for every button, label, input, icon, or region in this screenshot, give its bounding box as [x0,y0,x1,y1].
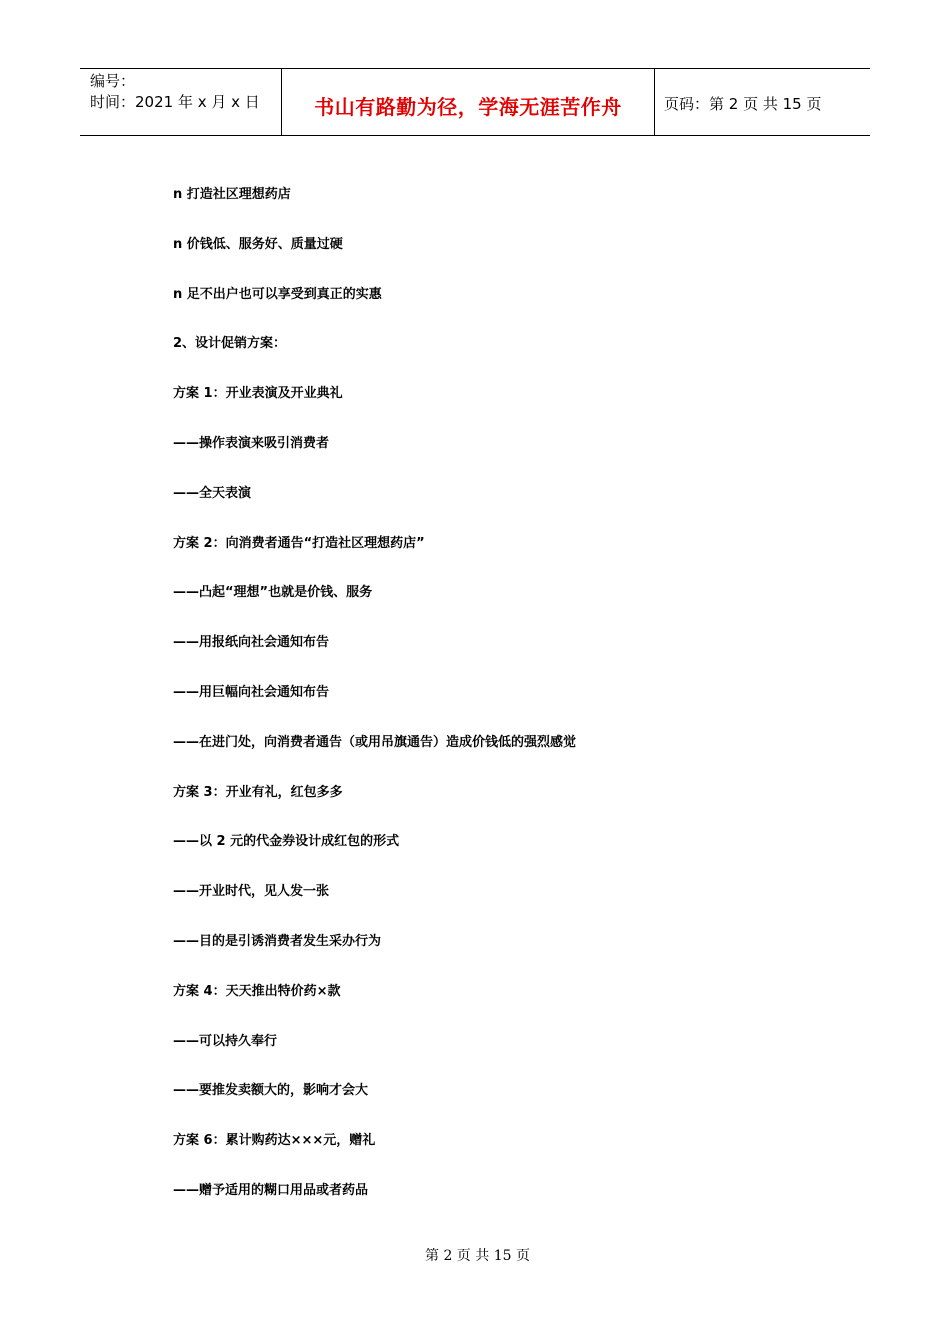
document-number-label: 编号： [90,72,136,90]
body-line: ——用报纸向社会通知布告 [173,635,330,651]
body-line: ——在进门处，向消费者通告（或用吊旗通告）造成价钱低的强烈感觉 [173,734,577,750]
body-line: ——用巨幅向社会通知布告 [173,684,330,700]
page-footer: 第 2 页 共 15 页 [425,1248,530,1264]
body-line: n 打造社区理想药店 [173,187,291,202]
body-line: ——凸起“理想”也就是价钱、服务 [173,585,373,601]
header-meta [90,71,260,113]
body-line: n 足不出户也可以享受到真正的实惠 [173,286,382,302]
document-body [173,184,873,1230]
body-line: ——要推发卖额大的，影响才会大 [173,1083,369,1099]
plan-title: 方案 3：开业有礼，红包多多 [173,784,343,800]
document-time-label: 时间：2021 年 x 月 x 日 [90,93,260,111]
header-page-info: 页码：第 2 页 共 15 页 [664,95,822,113]
header-divider [654,69,655,135]
plan-title: 方案 2：向消费者通告“打造社区理想药店” [173,535,425,551]
body-line: n 价钱低、服务好、质量过硬 [173,236,343,252]
body-line: ——可以持久奉行 [173,1033,278,1049]
plan-title: 方案 4：天天推出特价药×款 [173,983,341,999]
body-line: ——目的是引诱消费者发生采办行为 [173,933,382,949]
body-line: ——赠予适用的糊口用品或者药品 [173,1182,369,1198]
header-motto: 书山有路勤为径，学海无涯苦作舟 [314,95,622,119]
section-heading: 2、设计促销方案： [173,336,287,352]
body-line: ——全天表演 [173,485,252,501]
plan-title: 方案 1：开业表演及开业典礼 [173,386,343,402]
plan-title: 方案 6：累计购药达×××元，赠礼 [173,1133,376,1149]
document-header [80,68,870,136]
body-line: ——以 2 元的代金券设计成红包的形式 [173,834,400,850]
body-line: ——开业时代，见人发一张 [173,884,330,900]
body-line: ——操作表演来吸引消费者 [173,435,330,451]
